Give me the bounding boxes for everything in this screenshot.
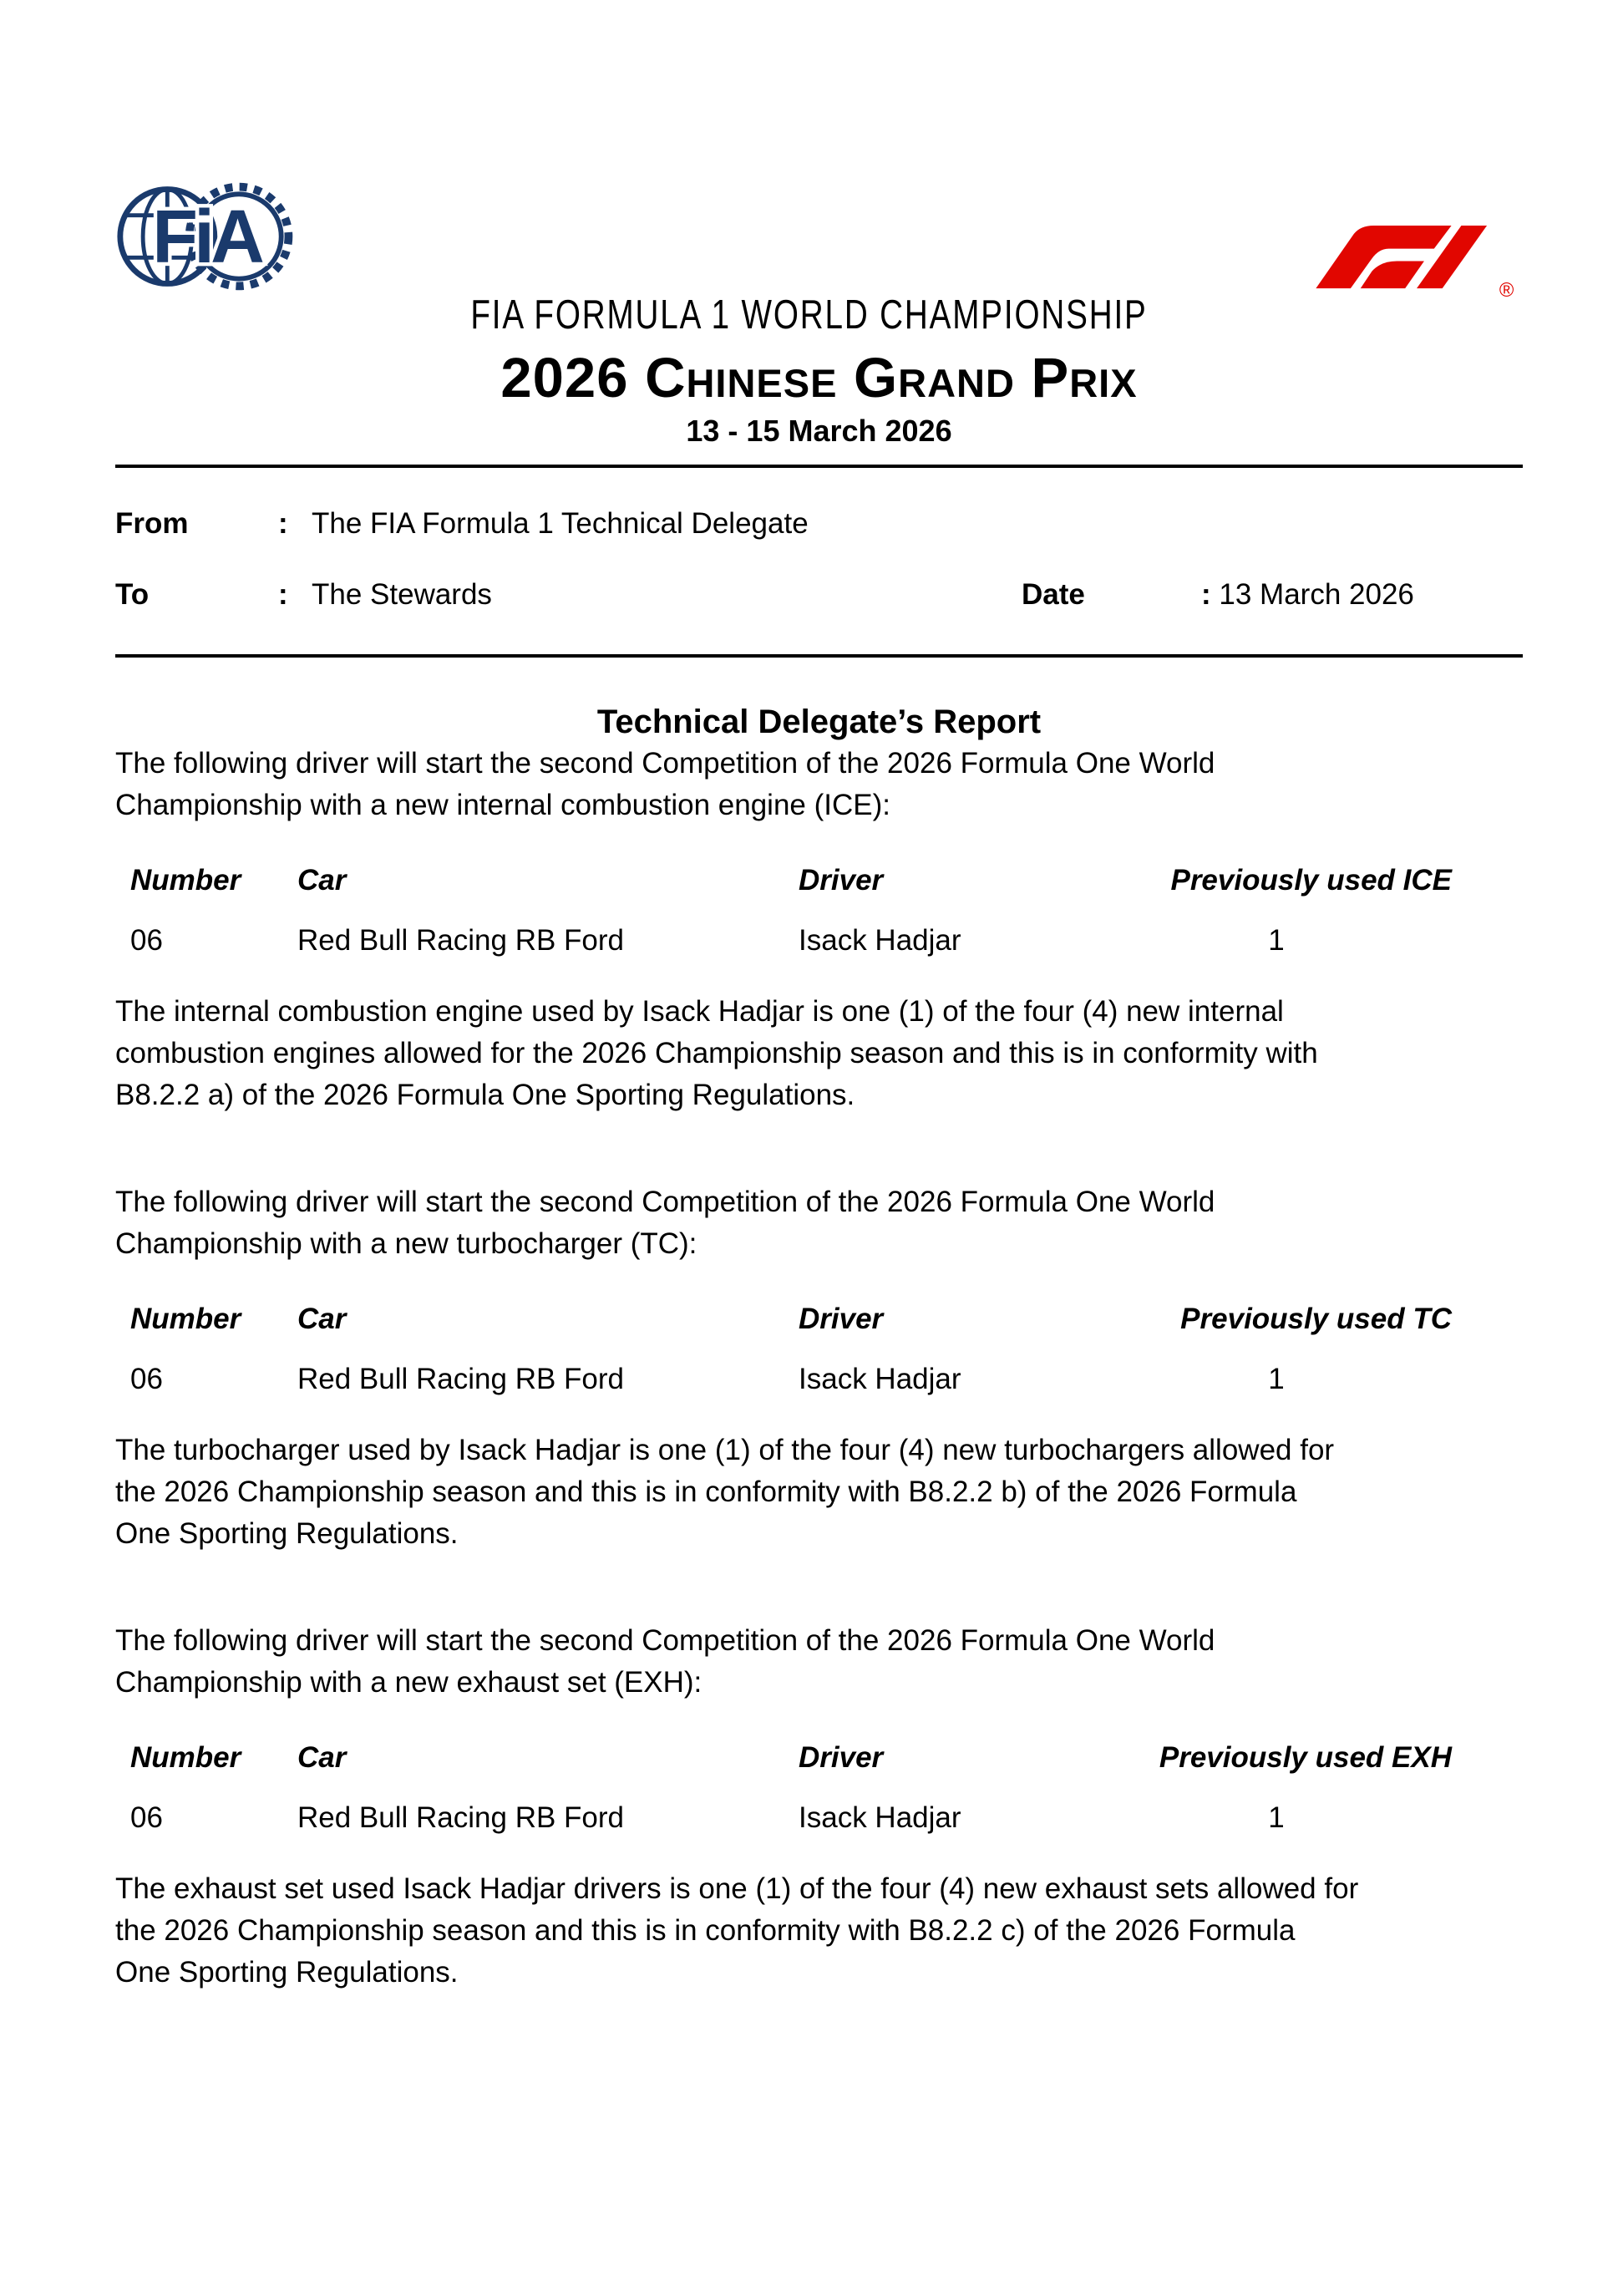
section-exh: [115, 1620, 1523, 1994]
col-header-number: Number: [130, 1741, 241, 1774]
divider-top: [115, 465, 1523, 468]
section-ice: [115, 743, 1523, 1116]
body-line: One Sporting Regulations.: [115, 1956, 459, 1989]
divider-meta: [115, 654, 1523, 658]
fia-logo-text: FiA: [152, 195, 261, 279]
section-intro: [115, 1181, 1523, 1265]
from-value: The FIA Formula 1 Technical Delegate: [312, 507, 809, 540]
cell-car: Red Bull Racing RB Ford: [297, 1363, 624, 1395]
cell-number: 06: [130, 1801, 163, 1834]
fia-logo: [115, 175, 302, 297]
cell-car: Red Bull Racing RB Ford: [297, 924, 624, 957]
report-heading: Technical Delegate’s Report: [596, 704, 1042, 740]
registered-trademark-icon: ®: [1499, 280, 1514, 298]
f1-logo: [1316, 222, 1523, 298]
championship-title: FIA FORMULA 1 WORLD CHAMPIONSHIP: [470, 291, 1148, 338]
intro-line: Championship with a new internal combustion engine (ICE):: [115, 789, 890, 821]
component-table-exh: [130, 1737, 1523, 1839]
intro-line: The following driver will start the second Competition of the 2026 Formula One World: [115, 747, 1215, 780]
table-header-row: [130, 1737, 1523, 1779]
col-header-previously-used: Previously used EXH: [1159, 1741, 1452, 1774]
section-body: [115, 991, 1523, 1116]
cell-previously-used: 1: [1268, 1363, 1285, 1395]
col-header-driver: Driver: [799, 1303, 884, 1335]
from-label: From: [115, 507, 189, 540]
intro-line: The following driver will start the second Competition of the 2026 Formula One World: [115, 1624, 1215, 1657]
col-header-number: Number: [130, 1303, 241, 1335]
date-label: Date: [1022, 578, 1085, 611]
cell-previously-used: 1: [1268, 924, 1285, 957]
cell-driver: Isack Hadjar: [799, 924, 961, 957]
section-tc: [115, 1181, 1523, 1555]
from-colon: :: [278, 507, 288, 540]
meta-row-to-date: [115, 574, 1523, 616]
fia-globe-gear-icon: [115, 175, 302, 297]
component-table-ice: [130, 860, 1523, 962]
date-value: [1201, 574, 1523, 616]
section-intro: [115, 743, 1523, 826]
section-body: [115, 1868, 1523, 1994]
col-header-driver: Driver: [799, 864, 884, 897]
masthead: [115, 175, 1523, 338]
table-header-row: [130, 1298, 1523, 1340]
to-value: The Stewards: [312, 578, 492, 611]
col-header-car: Car: [297, 864, 347, 897]
col-header-previously-used: Previously used TC: [1180, 1303, 1452, 1335]
col-header-car: Car: [297, 1741, 347, 1774]
event-dates: 13 - 15 March 2026: [686, 414, 952, 448]
body-line: One Sporting Regulations.: [115, 1517, 459, 1550]
body-line: The turbocharger used by Isack Hadjar is one (1) of the four (4) new turbochargers allowed for: [115, 1434, 1335, 1466]
cell-driver: Isack Hadjar: [799, 1363, 961, 1395]
to-colon: :: [278, 578, 288, 611]
cell-car: Red Bull Racing RB Ford: [297, 1801, 624, 1834]
cell-previously-used: 1: [1268, 1801, 1285, 1834]
body-line: B8.2.2 a) of the 2026 Formula One Sporting Regulations.: [115, 1079, 855, 1111]
table-row: [130, 920, 1523, 962]
component-table-tc: [130, 1298, 1523, 1400]
to-label: To: [115, 578, 150, 611]
col-header-number: Number: [130, 864, 241, 897]
intro-line: The following driver will start the second Competition of the 2026 Formula One World: [115, 1186, 1215, 1218]
f1-logo-icon: [1316, 222, 1523, 298]
col-header-previously-used: Previously used ICE: [1170, 864, 1452, 897]
event-title: 2026 Chinese Grand Prix: [500, 347, 1138, 409]
section-intro: [115, 1620, 1523, 1704]
meta-block: [115, 503, 1523, 616]
body-line: the 2026 Championship season and this is in conformity with B8.2.2 b) of the 2026 Formula: [115, 1476, 1297, 1508]
table-header-row: [130, 860, 1523, 902]
cell-driver: Isack Hadjar: [799, 1801, 961, 1834]
cell-number: 06: [130, 1363, 163, 1395]
body-line: the 2026 Championship season and this is in conformity with B8.2.2 c) of the 2026 Formula: [115, 1914, 1296, 1947]
table-row: [130, 1359, 1523, 1400]
col-header-car: Car: [297, 1303, 347, 1335]
intro-line: Championship with a new exhaust set (EXH):: [115, 1666, 702, 1699]
col-header-driver: Driver: [799, 1741, 884, 1774]
table-row: [130, 1797, 1523, 1839]
date-colon: :: [1201, 578, 1211, 611]
body-line: The exhaust set used Isack Hadjar drivers is one (1) of the four (4) new exhaust sets allowed for: [115, 1872, 1359, 1905]
body-line: The internal combustion engine used by Isack Hadjar is one (1) of the four (4) new internal: [115, 995, 1284, 1028]
cell-number: 06: [130, 924, 163, 957]
date-value-text: 13 March 2026: [1219, 578, 1414, 611]
body-line: combustion engines allowed for the 2026 Championship season and this is in conformity with: [115, 1037, 1318, 1069]
meta-row-from: [115, 503, 1523, 545]
intro-line: Championship with a new turbocharger (TC):: [115, 1227, 697, 1260]
section-body: [115, 1430, 1523, 1555]
